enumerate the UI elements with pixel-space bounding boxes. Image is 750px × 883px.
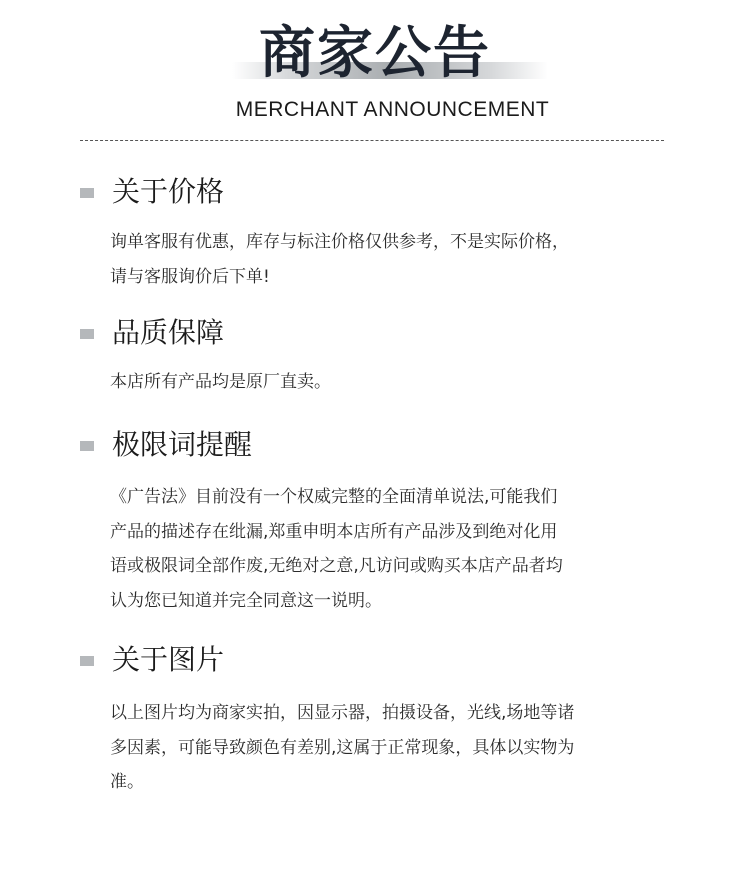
section-body [110, 365, 670, 400]
body-line: 本店所有产品均是原厂直卖。 [110, 372, 331, 392]
page-title: 商家公告 [259, 21, 491, 86]
square-bullet-icon [80, 441, 94, 451]
section-heading [0, 172, 750, 212]
body-line: 以上图片均为商家实拍，因显示器，拍摄设备，光线,场地等诸 [110, 703, 575, 723]
body-line: 《广告法》目前没有一个权威完整的全面清单说法,可能我们 [110, 487, 558, 507]
page-subtitle: MERCHANT ANNOUNCEMENT [235, 98, 550, 121]
section-body [110, 480, 670, 618]
section-heading [0, 425, 750, 465]
square-bullet-icon [80, 656, 94, 666]
body-line: 认为您已知道并完全同意这一说明。 [110, 590, 382, 611]
section-images [0, 640, 750, 792]
section-quality [0, 313, 750, 392]
section-heading [0, 313, 750, 353]
section-price [0, 172, 750, 287]
announcement-header [0, 0, 750, 150]
body-line: 请与客服询价后下单! [110, 266, 270, 287]
section-extreme-words [0, 425, 750, 611]
square-bullet-icon [80, 329, 94, 339]
section-title: 关于价格 [112, 175, 225, 208]
section-heading [0, 640, 750, 680]
body-line: 准。 [110, 772, 144, 792]
body-line: 多因素，可能导致颜色有差别,这属于正常现象，具体以实物为 [110, 737, 575, 758]
section-body [110, 225, 670, 294]
body-line: 询单客服有优惠，库存与标注价格仅供参考，不是实际价格， [110, 232, 569, 252]
body-line: 产品的描述存在纰漏,郑重申明本店所有产品涉及到绝对化用 [110, 521, 558, 542]
section-body [110, 696, 670, 800]
square-bullet-icon [80, 188, 94, 198]
section-title: 极限词提醒 [112, 428, 253, 461]
section-title: 关于图片 [112, 643, 225, 676]
section-title: 品质保障 [112, 316, 225, 349]
dashed-divider [80, 140, 664, 141]
body-line: 语或极限词全部作废,无绝对之意,凡访问或购买本店产品者均 [110, 556, 563, 576]
